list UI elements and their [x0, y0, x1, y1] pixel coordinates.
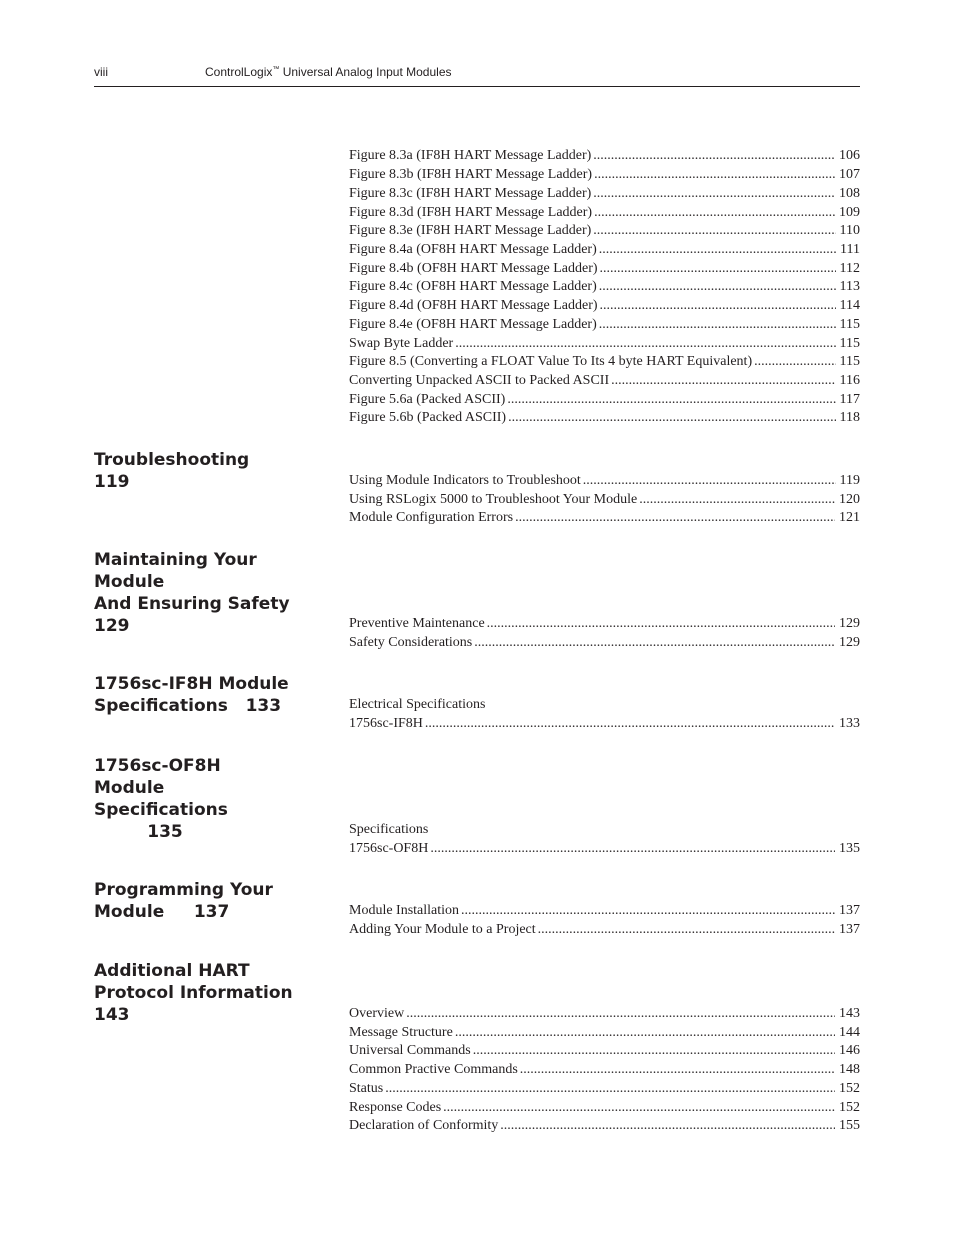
subsection-label: Electrical Specifications [349, 697, 486, 712]
header-product-name: ControlLogix [205, 65, 273, 79]
toc-entry[interactable]: Figure 8.3b (IF8H HART Message Ladder) ..... 107 [349, 166, 860, 184]
subsection-label: Specifications [349, 822, 429, 837]
toc-entry[interactable]: Figure 8.4d (OF8H HART Message Ladder) ..... 114 [349, 297, 860, 315]
toc-entry[interactable]: Preventive Maintenance ..... 129 [349, 615, 860, 633]
toc-entry[interactable]: Figure 8.4a (OF8H HART Message Ladder) ..... 111 [349, 241, 860, 259]
toc-entry[interactable]: Swap Byte Ladder ..... 115 [349, 335, 860, 353]
section-title-of8h-specs[interactable]: 1756sc-OF8H Module Specifications 135 [94, 756, 228, 842]
toc-entry[interactable]: Figure 8.3a (IF8H HART Message Ladder) ..... 106 [349, 147, 860, 165]
toc-entry[interactable]: Declaration of Conformity ..... 155 [349, 1117, 860, 1135]
toc-entry[interactable]: 1756sc-OF8H ..... 135 [349, 840, 860, 858]
running-header [94, 64, 860, 87]
toc-entry[interactable]: Response Codes ..... 152 [349, 1099, 860, 1117]
section-title-maintaining[interactable]: Maintaining Your Module And Ensuring Safety 129 [94, 550, 290, 636]
toc-entry[interactable]: Status ..... 152 [349, 1080, 860, 1098]
header-product-subtitle: Universal Analog Input Modules [282, 65, 452, 79]
header-page-number: viii [94, 65, 108, 79]
trademark-symbol: ™ [272, 66, 280, 73]
toc-entry[interactable]: Figure 8.4c (OF8H HART Message Ladder) ..... 113 [349, 278, 860, 296]
toc-entry[interactable]: Figure 8.3e (IF8H HART Message Ladder) ..... 110 [349, 222, 860, 240]
toc-entry[interactable]: Figure 8.4e (OF8H HART Message Ladder) ..... 115 [349, 316, 860, 334]
toc-entry[interactable]: Adding Your Module to a Project ..... 137 [349, 921, 860, 939]
toc-entry[interactable]: Figure 8.5 (Converting a FLOAT Value To Its 4 byte HART Equivalent) ..... 115 [349, 353, 860, 371]
toc-entry[interactable]: Figure 8.3d (IF8H HART Message Ladder) ..... 109 [349, 204, 860, 222]
toc-entry[interactable]: Safety Considerations ..... 129 [349, 634, 860, 652]
toc-entry[interactable]: Figure 8.4b (OF8H HART Message Ladder) ..... 112 [349, 260, 860, 278]
toc-entry[interactable]: Module Configuration Errors ..... 121 [349, 509, 860, 527]
toc-entry[interactable]: Using Module Indicators to Troubleshoot ..... 119 [349, 472, 860, 490]
toc-entry[interactable]: Message Structure ..... 144 [349, 1024, 860, 1042]
toc-entry[interactable]: Common Practive Commands ..... 148 [349, 1061, 860, 1079]
header-title [205, 65, 452, 79]
toc-entry[interactable]: Figure 5.6a (Packed ASCII) ..... 117 [349, 391, 860, 409]
toc-entry[interactable]: Figure 8.3c (IF8H HART Message Ladder) ..... 108 [349, 185, 860, 203]
toc-entry[interactable]: 1756sc-IF8H ..... 133 [349, 715, 860, 733]
toc-entry[interactable]: Converting Unpacked ASCII to Packed ASCII ..... 116 [349, 372, 860, 390]
toc-entry[interactable]: Using RSLogix 5000 to Troubleshoot Your Module ..... 120 [349, 491, 860, 509]
toc-entry[interactable]: Figure 5.6b (Packed ASCII) ..... 118 [349, 409, 860, 427]
section-title-programming[interactable]: Programming Your Module 137 [94, 880, 273, 922]
toc-entry[interactable]: Universal Commands ..... 146 [349, 1042, 860, 1060]
section-title-hart-protocol[interactable]: Additional HART Protocol Information 143 [94, 961, 293, 1025]
toc-entry[interactable]: Module Installation ..... 137 [349, 902, 860, 920]
toc-entry[interactable]: Overview ..... 143 [349, 1005, 860, 1023]
section-title-if8h-specs[interactable]: 1756sc-IF8H Module Specifications 133 [94, 674, 289, 716]
section-title-troubleshooting[interactable]: Troubleshooting 119 [94, 450, 250, 492]
